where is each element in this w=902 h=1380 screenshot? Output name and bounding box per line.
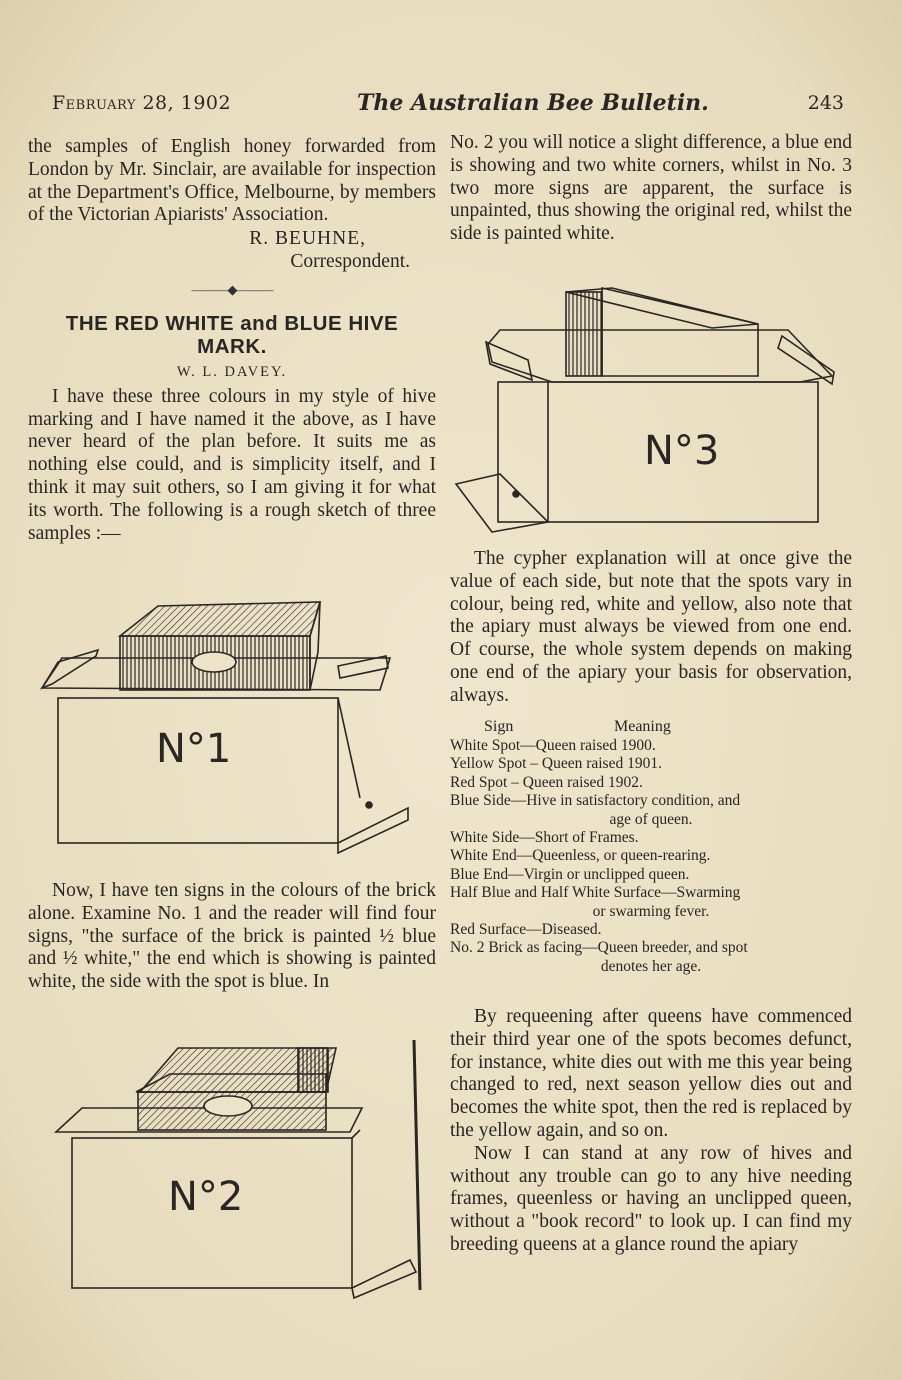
article-title: THE RED WHITE and BLUE HIVE MARK.: [65, 311, 399, 358]
signature-name: R. BEUHNE,: [249, 228, 366, 250]
key-header-sign: Sign: [484, 717, 514, 735]
key-row: Blue End—Virgin or unclipped queen.: [450, 865, 690, 883]
key-row: Red Surface—Diseased.: [450, 921, 602, 939]
key-header: [450, 718, 852, 736]
hive-sketch-2: [50, 1040, 430, 1300]
key-row: Yellow Spot – Queen raised 1901.: [450, 755, 662, 773]
key-row: Half Blue and Half White Surface—Swarming or swarming fever.: [450, 884, 741, 920]
key-row: White Side—Short of Frames.: [450, 829, 639, 847]
key-row: White End—Queenless, or queen-rearing.: [450, 847, 711, 865]
hive-sketch-1: [38, 598, 410, 860]
article-paragraph-2: Now, I have ten signs in the colours of the brick alone. Examine No. 1 and the reader will find four signs, "the surface of the brick is painted ½ blue and ½ white," the end which is showing is painted white, the side with the spot is blue. In: [28, 880, 436, 993]
page-number: 243: [807, 92, 844, 114]
right-column-bottom: [450, 1006, 852, 1257]
hive-sketch-3: [452, 284, 838, 534]
intro-paragraph: the samples of English honey forwarded from London by Mr. Sinclair, are available for inspection at the Department's Office, Melbourne, by members of the Victorian Apiarists' Association.: [28, 136, 436, 226]
left-column-top: [28, 136, 436, 545]
article-paragraph-1: I have these three colours in my style of hive marking and I have named it the above, as I have never heard of the plan before. It suits me as nothing else could, and is simplicity itself, and I think it may suit others, so I am giving it for what its worth. The following is a rough sketch of three samples :—: [28, 385, 436, 544]
article-byline: W. L. DAVEY.: [176, 363, 288, 380]
right-paragraph-4: Now I can stand at any row of hives and without any trouble can go to any hive needing frames, queenless or having an unclipped queen, without a "book record" to look up. I can find my breeding queens at a glance round the apiary: [450, 1142, 852, 1255]
cypher-key-table: [450, 718, 852, 977]
right-paragraph-3: By requeening after queens have commenced their third year one of the spots becomes defunct, for instance, white dies out with me this year being changed to red, next season yellow dies out and becomes the white spot, then the red is replaced by the yellow again, and so on.: [450, 1006, 852, 1141]
running-header: [52, 92, 852, 122]
right-paragraph-1: No. 2 you will notice a slight difference, a blue end is showing and two white corners, whilst in No. 3 two more signs are apparent, the surface is unpainted, thus showing the original red, whilst the side is painted white.: [450, 132, 852, 245]
section-divider: ———◆———: [191, 282, 273, 298]
figure-1-label: N°1: [156, 726, 232, 772]
right-column-top: [450, 132, 852, 246]
key-row: White Spot—Queen raised 1900.: [450, 736, 656, 754]
issue-date: February 28, 1902: [52, 92, 232, 114]
key-row: Blue Side—Hive in satisfactory condition, and age of queen.: [450, 792, 741, 828]
journal-title: The Australian Bee Bulletin.: [357, 90, 709, 116]
figure-3-label: N°3: [644, 428, 720, 474]
right-column-middle: [450, 548, 852, 976]
key-row: No. 2 Brick as facing—Queen breeder, and spot denotes her age.: [450, 939, 748, 975]
left-column-lower: [28, 880, 436, 994]
signature-title: Correspondent.: [290, 251, 410, 273]
right-paragraph-2: The cypher explanation will at once give the value of each side, but note that the spots vary in colour, being red, white and yellow, also note that the apiary must always be viewed from one end. Of course, the whole system depends on making one end of the apiary your basis for observation, always.: [450, 548, 852, 706]
key-header-meaning: Meaning: [614, 717, 671, 735]
key-row: Red Spot – Queen raised 1902.: [450, 773, 643, 791]
figure-2-label: N°2: [168, 1174, 244, 1220]
